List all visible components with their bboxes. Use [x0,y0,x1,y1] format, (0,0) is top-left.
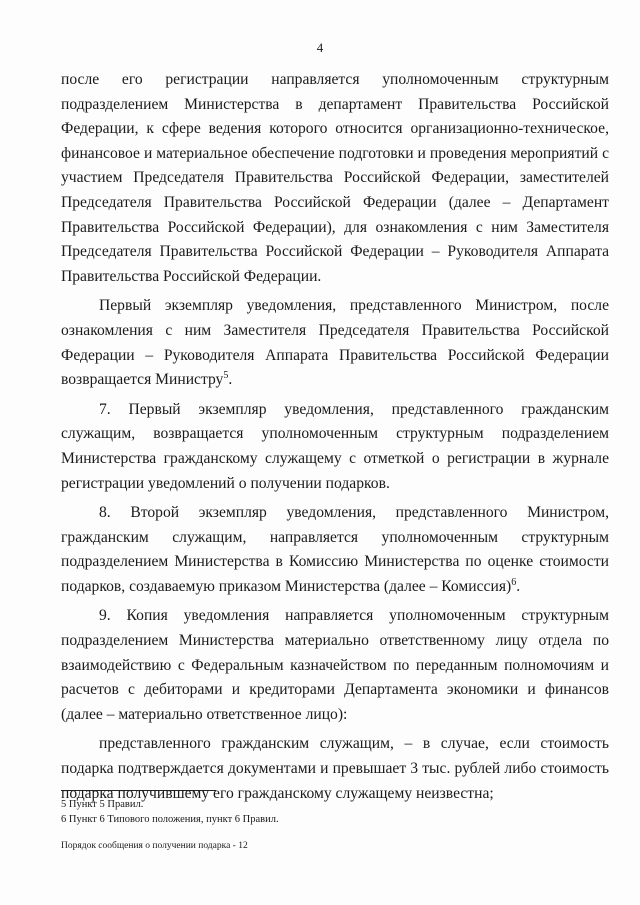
paragraph-item-7 [61,398,609,496]
paragraph-text: 9. Копия уведомления направляется уполномоченным структурным подразделением Министерства материально ответственному лицу отдела по взаимодействию с Федеральным казначейством по переданным полномочиям и расчетов с дебиторами и кредиторами Департамента экономики и финансов (далее – материально ответственное лицо): [61,607,609,723]
paragraph-continuation [61,68,609,289]
paragraph-text: 8. Второй экземпляр уведомления, представленного Министром, гражданским служащим, направляется уполномоченным структурным подразделением Министерства в Комиссию Министерства по оценке стоимости подарков, создаваемую приказом Министерства (далее – Комиссия) [61,504,609,595]
footnote-divider [61,790,216,791]
document-body [61,68,609,811]
paragraph-item-8 [61,501,609,599]
footnote-5: 5 Пункт 5 Правил. [61,799,144,810]
footnote-6: 6 Пункт 6 Типового положения, пункт 6 Правил. [61,814,279,825]
page-number: 4 [316,40,324,55]
running-footer: Порядок сообщения о получении подарка - 12 [61,841,248,851]
paragraph-text: 7. Первый экземпляр уведомления, представленного гражданским служащим, возвращается уполномоченным структурным подразделением Министерства гражданскому служащему с отметкой о регистрации в журнале регистрации уведомлений о получении подарков. [61,400,609,492]
paragraph-first-copy-minister [61,294,609,392]
paragraph-item-9 [61,604,609,727]
paragraph-text: представленного гражданским служащим, – в случае, если стоимость подарка подтверждается документами и превышает 3 тыс. рублей либо стоимость подарка получившему его гражданскому служащему неизвестна; [61,735,609,802]
footnotes [61,797,609,827]
paragraph-tail: . [516,577,521,595]
footnote-ref-6: 6 [511,576,517,588]
paragraph-item-9-subclause [61,732,609,806]
paragraph-text: Первый экземпляр уведомления, представленного Министром, после ознакомления с ним Заместителя Председателя Правительства Российской Федерации – Руководителя Аппарата Правительства Российской Федерации возвращается Министру [61,297,609,389]
paragraph-text: после его регистрации направляется уполномоченным структурным подразделением Министерства в департамент Правительства Российской Федерации, к сфере ведения которого относится организационно-техническое, финансовое и материальное обеспечение подготовки и проведения мероприятий с участием Председателя Правительства Российской Федерации, заместителей Председателя Правительства Российской Федерации (далее – Департамент Правительства Российской Федерации), для ознакомления с ним Заместителя Председателя Правительства Российской Федерации – Руководителя Аппарата Правительства Российской Федерации. [61,71,609,285]
paragraph-tail: . [228,371,233,389]
footnote-ref-5: 5 [223,369,229,381]
